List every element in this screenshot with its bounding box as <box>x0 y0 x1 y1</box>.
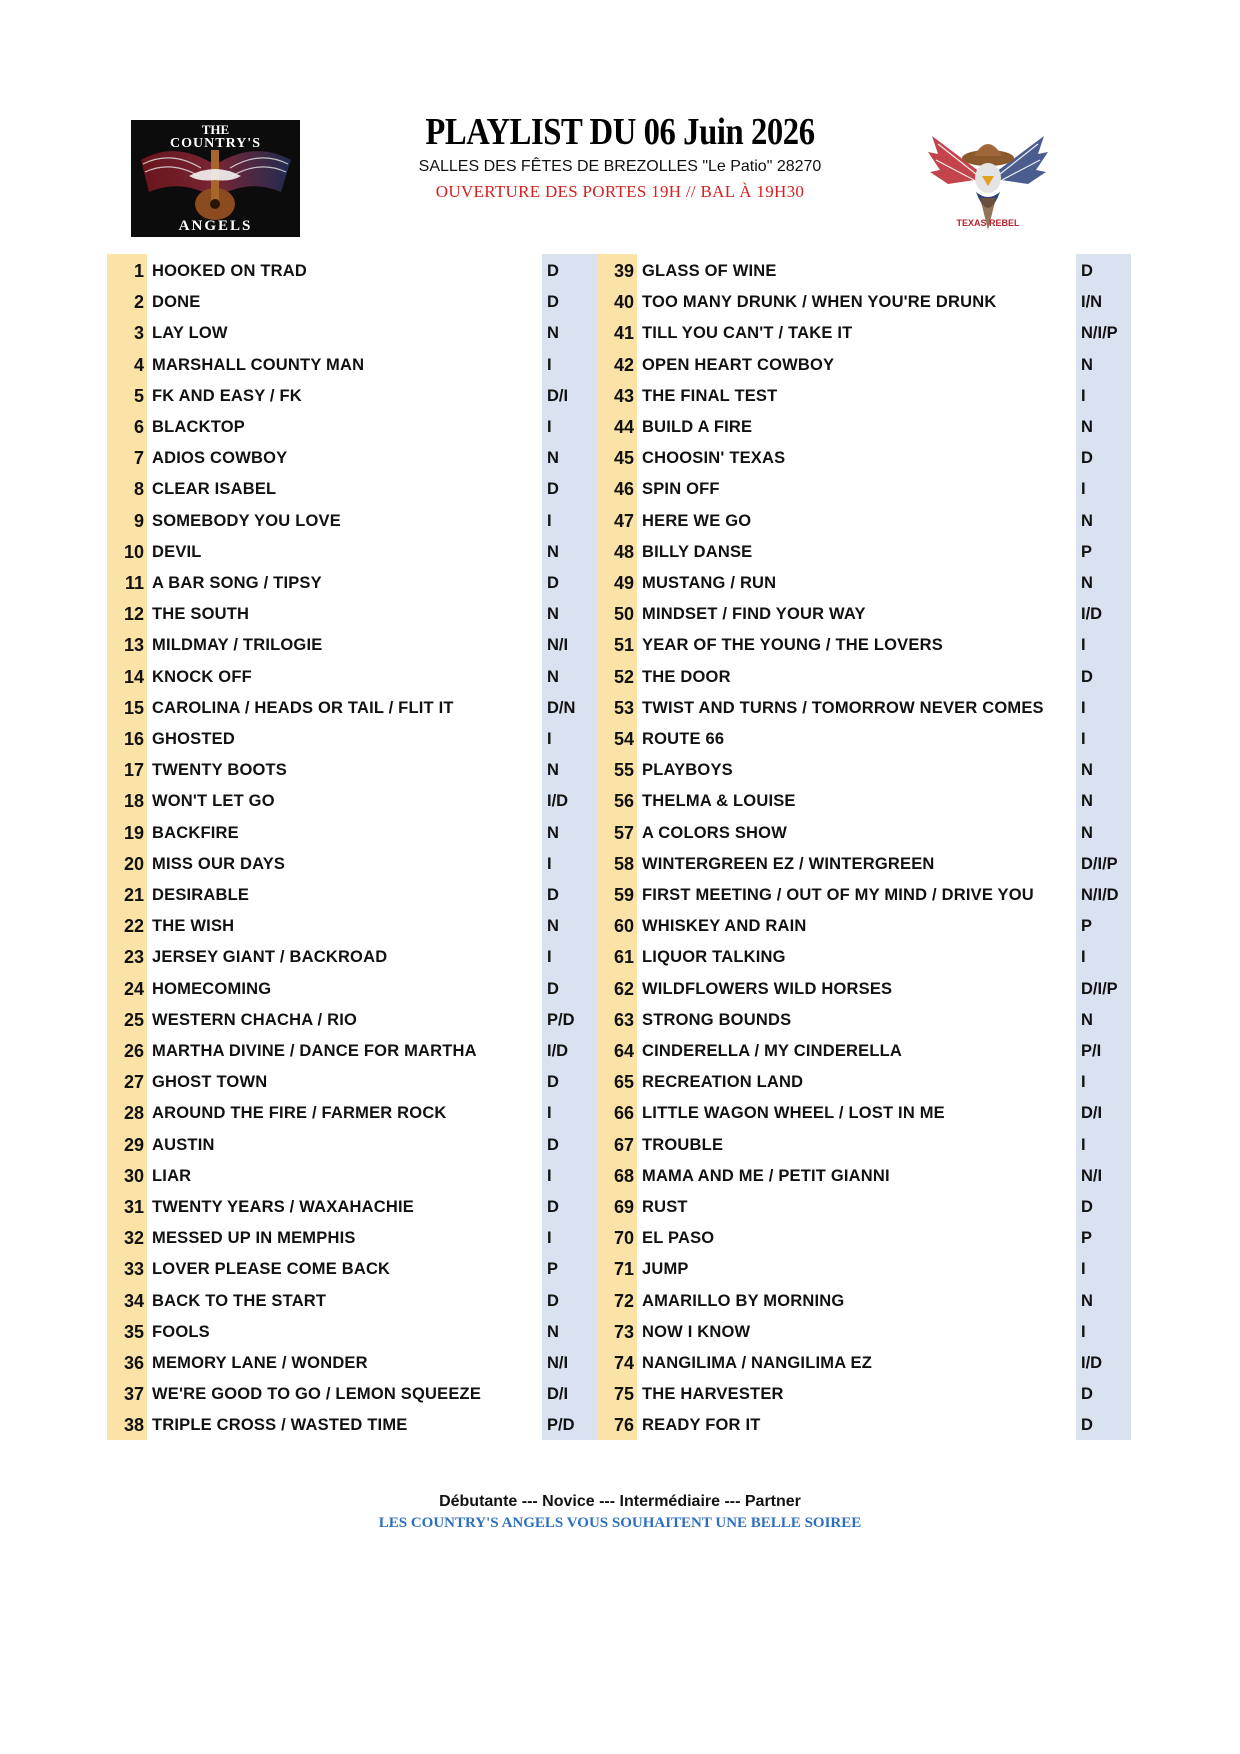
playlist-row <box>107 1130 1131 1161</box>
playlist-row <box>107 974 1131 1005</box>
dance-level: N <box>1081 761 1093 780</box>
song-title: MESSED UP IN MEMPHIS <box>152 1229 356 1248</box>
song-number: 21 <box>123 885 144 905</box>
dance-level: N <box>1081 574 1093 592</box>
song-number: 39 <box>613 261 634 281</box>
song-title: TOO MANY DRUNK / WHEN YOU'RE DRUNK <box>642 293 997 312</box>
dance-level: D <box>1081 262 1093 280</box>
dance-level: N <box>547 667 559 686</box>
song-title: HERE WE GO <box>642 511 752 530</box>
dance-level: I <box>1081 730 1086 748</box>
dance-level: N <box>1081 355 1093 374</box>
dance-level: D <box>547 886 559 904</box>
song-title: JERSEY GIANT / BACKROAD <box>152 948 388 967</box>
logo-left-line3: ANGELS <box>178 218 253 234</box>
dance-level: N <box>547 324 559 343</box>
song-title: THELMA & LOUISE <box>642 792 796 811</box>
texas-rebel-eagle-logo <box>924 118 1052 240</box>
playlist-row <box>107 474 1131 505</box>
dance-level: I <box>547 730 552 748</box>
song-number: 51 <box>613 635 634 656</box>
song-number: 4 <box>133 354 144 375</box>
song-number: 50 <box>613 604 634 625</box>
playlist-row <box>107 1005 1131 1036</box>
song-number: 34 <box>123 1290 144 1311</box>
song-number: 54 <box>613 729 634 749</box>
song-number: 17 <box>123 760 144 781</box>
song-number: 37 <box>123 1384 144 1405</box>
song-number: 76 <box>613 1415 634 1436</box>
song-title: RECREATION LAND <box>642 1073 804 1092</box>
song-title: LIAR <box>152 1166 192 1185</box>
dance-level: I <box>1081 1135 1086 1154</box>
song-title: BILLY DANSE <box>642 542 753 561</box>
dance-level: I <box>1081 480 1086 499</box>
song-number: 63 <box>613 1009 634 1030</box>
logo-left-line1: THE <box>201 122 230 137</box>
dance-level: P <box>547 1260 559 1279</box>
song-title: BACKFIRE <box>152 823 239 842</box>
song-title: AUSTIN <box>152 1135 215 1154</box>
song-number: 47 <box>613 510 634 531</box>
song-title: A COLORS SHOW <box>642 823 787 842</box>
playlist-row <box>107 1161 1131 1192</box>
song-number: 55 <box>613 760 634 781</box>
dance-level: I <box>547 355 552 374</box>
song-title: TRIPLE CROSS / WASTED TIME <box>152 1416 408 1435</box>
dance-level: P <box>1081 917 1093 936</box>
dance-level: I <box>547 1229 552 1248</box>
page-title: PLAYLIST DU 06 Juin 2026 <box>425 111 815 153</box>
dance-level: D <box>547 262 559 280</box>
song-title: STRONG BOUNDS <box>642 1010 792 1029</box>
dance-level: N <box>547 542 559 561</box>
song-number: 16 <box>123 729 144 749</box>
playlist-row <box>107 506 1131 537</box>
playlist-row <box>107 942 1131 973</box>
song-title: LOVER PLEASE COME BACK <box>152 1260 391 1279</box>
dance-level: D <box>547 574 559 592</box>
playlist-row <box>107 662 1131 693</box>
song-number: 43 <box>613 385 634 406</box>
song-title: MINDSET / FIND YOUR WAY <box>642 605 866 624</box>
dance-level: P <box>1081 542 1093 561</box>
song-title: CINDERELLA / MY CINDERELLA <box>642 1042 903 1060</box>
song-title: GLASS OF WINE <box>642 262 777 280</box>
song-title: NANGILIMA / NANGILIMA EZ <box>642 1354 872 1372</box>
dance-level: I <box>547 1166 552 1185</box>
closing-message: LES COUNTRY'S ANGELS VOUS SOUHAITENT UNE BELLE SOIREE <box>378 1515 862 1531</box>
playlist-row <box>107 1348 1131 1379</box>
dance-level: P/I <box>1081 1042 1102 1060</box>
dance-level: D <box>547 979 559 998</box>
playlist-row <box>107 1098 1131 1129</box>
opening-times: OUVERTURE DES PORTES 19H // BAL À 19H30 <box>435 182 805 201</box>
playlist-table <box>107 254 1131 1440</box>
song-number: 32 <box>123 1228 144 1249</box>
playlist-row <box>107 568 1131 599</box>
song-number: 58 <box>613 853 634 874</box>
song-number: 61 <box>613 947 634 968</box>
song-number: 12 <box>123 604 144 625</box>
song-number: 45 <box>613 448 634 469</box>
dance-level: N <box>547 1322 559 1341</box>
song-title: DEVIL <box>152 542 202 561</box>
playlist-row <box>107 911 1131 942</box>
song-number: 65 <box>613 1072 634 1093</box>
song-title: THE FINAL TEST <box>642 386 778 405</box>
song-title: LITTLE WAGON WHEEL / LOST IN ME <box>642 1104 945 1123</box>
song-title: TILL YOU CAN'T / TAKE IT <box>642 324 853 343</box>
song-title: TWIST AND TURNS / TOMORROW NEVER COMES <box>642 698 1044 717</box>
song-number: 2 <box>133 292 144 313</box>
dance-level: D/I <box>547 386 569 405</box>
dance-level: N <box>547 761 559 780</box>
song-title: WESTERN CHACHA / RIO <box>152 1010 358 1029</box>
song-title: AMARILLO BY MORNING <box>642 1291 845 1310</box>
song-number: 41 <box>613 323 634 344</box>
song-title: MAMA AND ME / PETIT GIANNI <box>642 1166 890 1185</box>
song-number: 9 <box>133 510 144 531</box>
dance-level: N <box>1081 1291 1093 1310</box>
playlist-row <box>107 287 1131 318</box>
song-number: 15 <box>123 697 144 718</box>
dance-level: I <box>1081 636 1086 655</box>
song-number: 13 <box>123 635 144 656</box>
logo-right-text: TEXAS REBEL <box>956 218 1020 228</box>
playlist-row <box>107 350 1131 381</box>
venue-line: SALLES DES FÊTES DE BREZOLLES "Le Patio" 28270 <box>418 158 822 175</box>
song-number: 24 <box>123 978 144 999</box>
song-title: BACK TO THE START <box>152 1291 327 1310</box>
song-number: 7 <box>133 448 144 469</box>
song-number: 59 <box>613 885 634 905</box>
dance-level: P <box>1081 1229 1093 1248</box>
playlist-row <box>107 599 1131 630</box>
playlist-row <box>107 755 1131 786</box>
song-number: 44 <box>613 417 634 437</box>
dance-level: D/I/P <box>1081 854 1118 873</box>
song-title: MILDMAY / TRILOGIE <box>152 636 323 655</box>
song-title: WILDFLOWERS WILD HORSES <box>642 979 893 998</box>
song-title: WINTERGREEN EZ / WINTERGREEN <box>642 854 935 873</box>
playlist-row <box>107 443 1131 474</box>
dance-level: D <box>547 1198 559 1216</box>
dance-level: I <box>1081 1073 1086 1092</box>
country-angels-logo <box>131 120 300 237</box>
dance-level: D <box>1081 667 1093 686</box>
dance-level: N <box>547 917 559 936</box>
song-title: SPIN OFF <box>642 480 720 499</box>
playlist-row <box>107 1317 1131 1348</box>
song-title: CLEAR ISABEL <box>152 480 277 499</box>
song-title: GHOST TOWN <box>152 1073 268 1092</box>
song-title: OPEN HEART COWBOY <box>642 355 835 374</box>
song-number: 26 <box>123 1041 144 1061</box>
song-number: 10 <box>123 541 144 562</box>
playlist-row <box>107 724 1131 755</box>
dance-level: N/I <box>547 1354 569 1372</box>
song-number: 38 <box>123 1415 144 1436</box>
dance-level: P/D <box>547 1416 575 1435</box>
song-number: 74 <box>613 1353 634 1373</box>
logo-left-line2: COUNTRY'S <box>170 136 261 151</box>
song-title: WON'T LET GO <box>152 792 275 811</box>
song-title: LIQUOR TALKING <box>642 948 786 967</box>
dance-level: D <box>547 1135 559 1154</box>
song-number: 25 <box>123 1009 144 1030</box>
song-title: ROUTE 66 <box>642 730 725 748</box>
song-number: 71 <box>613 1259 634 1280</box>
song-number: 57 <box>613 822 634 843</box>
playlist-row <box>107 1410 1131 1441</box>
song-number: 35 <box>123 1321 144 1342</box>
song-number: 69 <box>613 1197 634 1217</box>
dance-level: N <box>547 823 559 842</box>
song-number: 67 <box>613 1134 634 1155</box>
song-title: MISS OUR DAYS <box>152 854 286 873</box>
playlist-row <box>107 1067 1131 1098</box>
song-title: TROUBLE <box>642 1135 724 1154</box>
dance-level: I/N <box>1081 293 1103 312</box>
song-title: THE DOOR <box>642 667 731 686</box>
playlist-row <box>107 786 1131 817</box>
song-number: 42 <box>613 354 634 375</box>
song-number: 22 <box>123 916 144 937</box>
dance-level: D <box>547 480 559 499</box>
dance-level: N/I/P <box>1081 324 1118 343</box>
song-number: 11 <box>124 573 144 593</box>
song-number: 1 <box>133 261 144 281</box>
song-title: EL PASO <box>642 1229 715 1248</box>
song-number: 60 <box>613 916 634 937</box>
song-title: PLAYBOYS <box>642 761 733 780</box>
playlist-row <box>107 318 1131 349</box>
song-number: 56 <box>613 791 634 812</box>
dance-level: D/I <box>547 1385 569 1404</box>
song-title: TWENTY YEARS / WAXAHACHIE <box>152 1198 414 1216</box>
dance-level: D/N <box>547 698 576 717</box>
song-title: LAY LOW <box>152 324 228 343</box>
song-number: 6 <box>133 417 144 437</box>
dance-level: P/D <box>547 1010 575 1029</box>
song-title: WE'RE GOOD TO GO / LEMON SQUEEZE <box>152 1385 482 1404</box>
song-title: GHOSTED <box>152 730 235 748</box>
dance-level: I <box>547 948 552 967</box>
dance-level: I <box>547 511 552 530</box>
song-title: FK AND EASY / FK <box>152 386 302 405</box>
dance-level: D <box>1081 1198 1093 1216</box>
song-number: 46 <box>613 479 634 500</box>
playlist-row <box>107 1254 1131 1285</box>
song-number: 14 <box>123 666 144 687</box>
playlist-row <box>107 1192 1131 1223</box>
song-number: 18 <box>123 791 144 812</box>
playlist-row <box>107 818 1131 849</box>
song-title: CAROLINA / HEADS OR TAIL / FLIT IT <box>152 698 454 717</box>
song-number: 19 <box>123 822 144 843</box>
song-title: KNOCK OFF <box>152 667 252 686</box>
song-number: 66 <box>613 1103 634 1124</box>
song-title: RUST <box>642 1198 688 1216</box>
song-title: BUILD A FIRE <box>642 418 753 436</box>
song-number: 49 <box>613 573 634 593</box>
song-title: HOMECOMING <box>152 979 272 998</box>
song-title: FIRST MEETING / OUT OF MY MIND / DRIVE YOU <box>642 886 1034 904</box>
dance-level: D/I/P <box>1081 979 1118 998</box>
song-number: 68 <box>613 1165 634 1186</box>
dance-level: I/D <box>547 792 569 811</box>
song-number: 23 <box>123 947 144 968</box>
song-number: 28 <box>123 1103 144 1124</box>
dance-level: N <box>1081 792 1093 811</box>
dance-level: D <box>547 1073 559 1092</box>
song-number: 75 <box>613 1384 634 1405</box>
dance-level: I <box>547 854 552 873</box>
level-legend: Débutante --- Novice --- Intermédiaire --- Partner <box>439 1493 801 1510</box>
song-title: JUMP <box>642 1260 689 1279</box>
song-number: 31 <box>123 1197 144 1217</box>
dance-level: N <box>1081 823 1093 842</box>
dance-level: N <box>547 605 559 624</box>
dance-level: D <box>547 1291 559 1310</box>
playlist-row <box>107 256 1131 287</box>
song-title: MARTHA DIVINE / DANCE FOR MARTHA <box>152 1042 477 1060</box>
song-title: ADIOS COWBOY <box>152 449 288 468</box>
dance-level: I/D <box>1081 605 1103 624</box>
dance-level: N <box>1081 418 1093 436</box>
song-title: DONE <box>152 293 201 312</box>
dance-level: I/D <box>547 1042 569 1060</box>
song-title: SOMEBODY YOU LOVE <box>152 511 341 530</box>
dance-level: D/I <box>1081 1104 1103 1123</box>
dance-level: I <box>547 1104 552 1123</box>
song-number: 53 <box>613 697 634 718</box>
dance-level: I <box>1081 698 1086 717</box>
song-title: YEAR OF THE YOUNG / THE LOVERS <box>642 636 943 655</box>
playlist-row <box>107 381 1131 412</box>
song-title: TWENTY BOOTS <box>152 761 288 780</box>
playlist-row <box>107 849 1131 880</box>
song-title: MEMORY LANE / WONDER <box>152 1354 368 1372</box>
song-number: 72 <box>613 1290 634 1311</box>
song-title: FOOLS <box>152 1322 210 1341</box>
song-number: 40 <box>613 292 634 313</box>
song-title: READY FOR IT <box>642 1416 761 1435</box>
playlist-row <box>107 1036 1131 1067</box>
song-number: 64 <box>613 1041 634 1061</box>
playlist-row <box>107 880 1131 911</box>
song-number: 62 <box>613 978 634 999</box>
song-title: MARSHALL COUNTY MAN <box>152 355 365 374</box>
playlist-row <box>107 537 1131 568</box>
song-title: MUSTANG / RUN <box>642 574 777 592</box>
song-number: 27 <box>123 1072 144 1093</box>
playlist-row <box>107 630 1131 661</box>
song-title: NOW I KNOW <box>642 1322 751 1341</box>
dance-level: D <box>1081 1416 1093 1435</box>
song-number: 3 <box>133 323 144 344</box>
dance-level: D <box>547 293 559 312</box>
song-number: 29 <box>123 1134 144 1155</box>
song-number: 52 <box>613 666 634 687</box>
dance-level: N/I <box>1081 1166 1103 1185</box>
dance-level: I/D <box>1081 1354 1103 1372</box>
playlist-row <box>107 1223 1131 1254</box>
dance-level: I <box>1081 948 1086 967</box>
song-number: 30 <box>123 1165 144 1186</box>
song-title: THE SOUTH <box>152 605 250 624</box>
playlist-row <box>107 693 1131 724</box>
dance-level: I <box>1081 386 1086 405</box>
dance-level: N <box>1081 511 1093 530</box>
song-number: 73 <box>613 1321 634 1342</box>
song-number: 8 <box>133 479 144 500</box>
song-number: 33 <box>123 1259 144 1280</box>
song-title: BLACKTOP <box>152 418 245 436</box>
song-number: 5 <box>133 385 144 406</box>
song-title: HOOKED ON TRAD <box>152 262 307 280</box>
playlist-row <box>107 412 1131 443</box>
dance-level: I <box>547 418 552 436</box>
song-title: AROUND THE FIRE / FARMER ROCK <box>152 1104 447 1123</box>
dance-level: I <box>1081 1322 1086 1341</box>
playlist-row <box>107 1379 1131 1410</box>
song-number: 36 <box>123 1353 144 1373</box>
dance-level: D <box>1081 1385 1093 1404</box>
dance-level: N <box>1081 1010 1093 1029</box>
song-number: 70 <box>613 1228 634 1249</box>
song-title: THE HARVESTER <box>642 1385 784 1404</box>
song-number: 20 <box>123 853 144 874</box>
song-title: DESIRABLE <box>152 886 250 904</box>
dance-level: N <box>547 449 559 468</box>
song-number: 48 <box>613 541 634 562</box>
dance-level: N/I/D <box>1081 886 1119 904</box>
playlist-row <box>107 1286 1131 1317</box>
dance-level: I <box>1081 1260 1086 1279</box>
song-title: WHISKEY AND RAIN <box>642 917 807 936</box>
dance-level: D <box>1081 449 1093 468</box>
dance-level: N/I <box>547 636 569 655</box>
song-title: A BAR SONG / TIPSY <box>152 574 322 592</box>
song-title: THE WISH <box>152 917 235 936</box>
song-title: CHOOSIN' TEXAS <box>642 449 786 468</box>
